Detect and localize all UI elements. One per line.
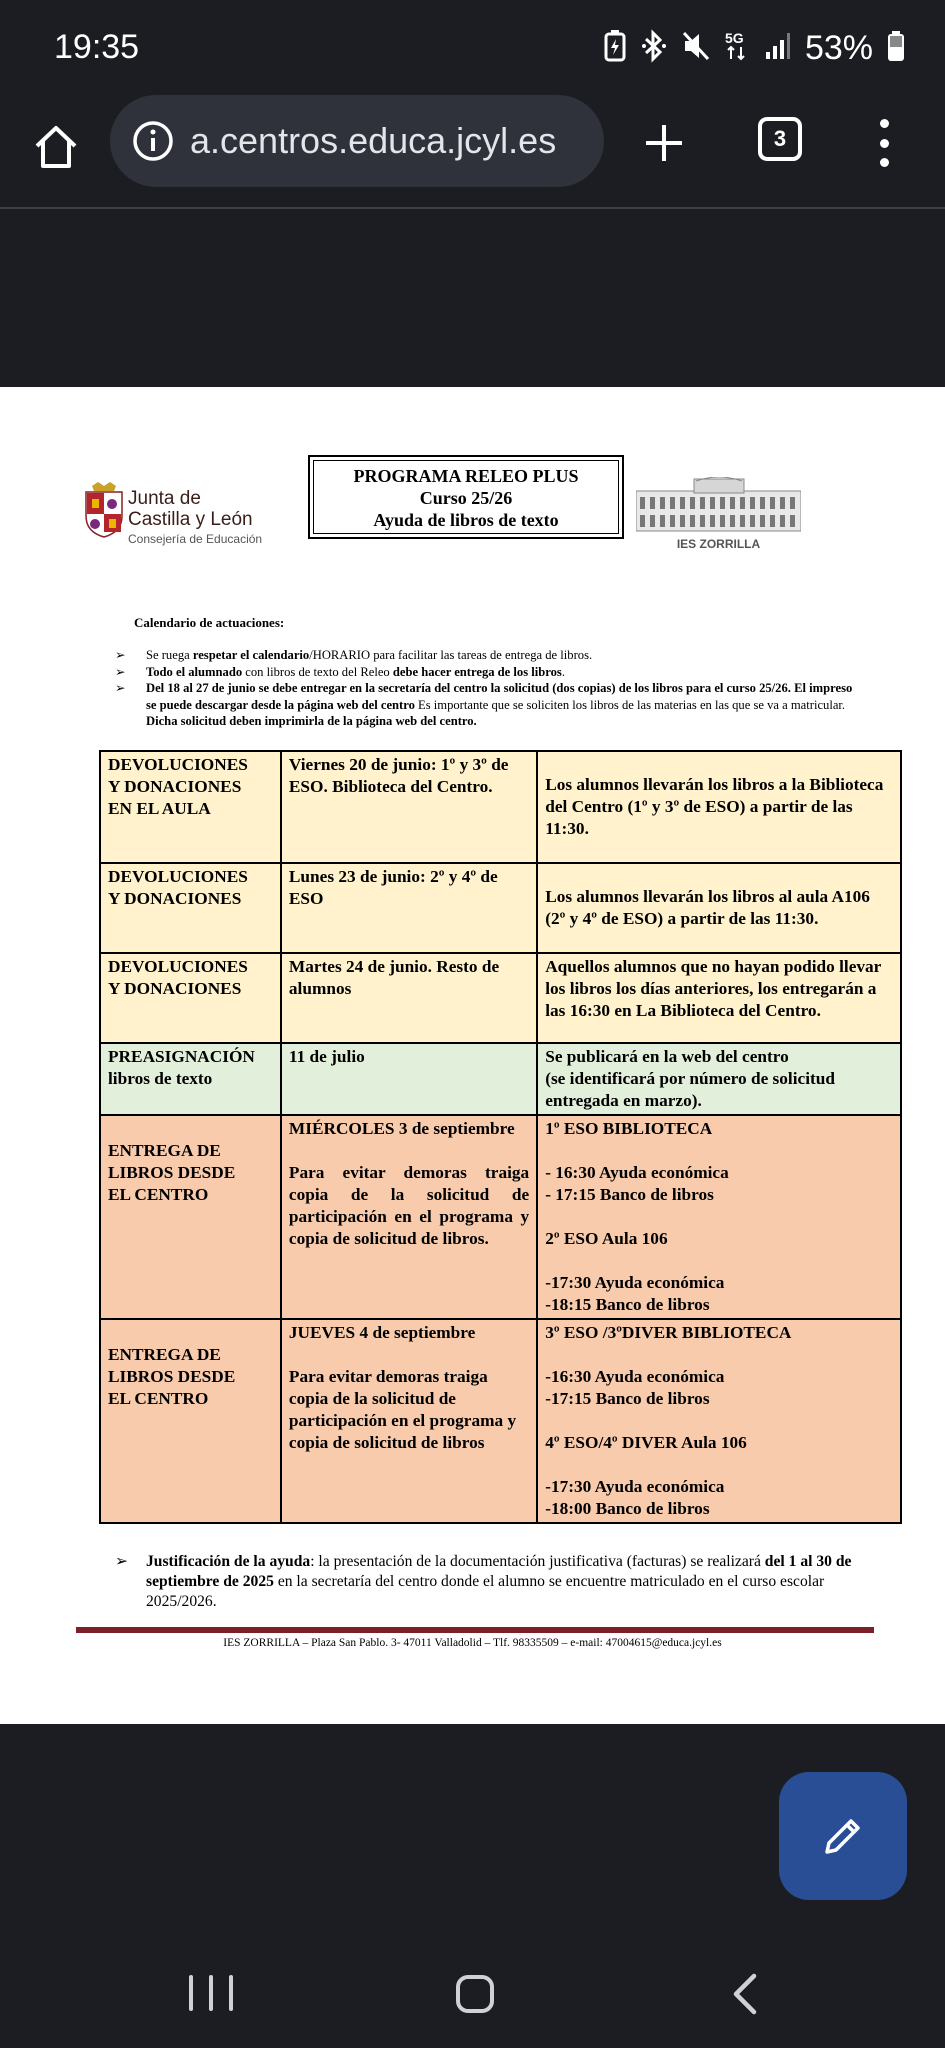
document-page[interactable] — [0, 387, 945, 1724]
battery-icon — [887, 29, 905, 68]
date-cell: Lunes 23 de junio: 2º y 4º de ESO — [288, 867, 498, 908]
table-row — [100, 953, 901, 1043]
url-text[interactable]: a.centros.educa.jcyl.es — [190, 120, 557, 161]
status-bar — [0, 0, 945, 95]
date-cell: 11 de julio — [288, 1047, 365, 1066]
note-cell: Para evitar demoras traiga copia de la solicitud de participación en el programa y copia de solicitud de libros. — [288, 1163, 530, 1248]
footer-text: IES ZORRILLA – Plaza San Pablo. 3- 47011 Valladolid – Tlf. 98335509 – e-mail: 47004615@educa.jcyl.es — [223, 1637, 722, 1649]
bullet-list — [115, 647, 865, 730]
back-button[interactable] — [726, 1972, 766, 2016]
details-cell: Se publicará en la web del centro (se identificará por número de solicitud entregada en marzo). — [545, 1047, 835, 1110]
browser-toolbar — [0, 95, 945, 207]
activity-cell: ENTREGA DE LIBROS DESDE EL CENTRO — [108, 1345, 236, 1408]
justification-note: ➢ Justificación de la ayuda: la presentación de la documentación justificativa (facturas) se realizará del 1 al 30 de septiembre de 2025 en la secretaría del centro donde el alumno se encuentre matriculado en el curso escolar 2025/2026. — [115, 1553, 852, 1610]
activity-cell: DEVOLUCIONES Y DONACIONES — [108, 867, 248, 908]
bullet-arrow-icon: ➢ — [115, 648, 126, 662]
mute-icon — [681, 29, 711, 68]
status-icons — [603, 26, 905, 70]
battery-saver-icon — [603, 29, 627, 68]
nav-home-button[interactable] — [456, 1975, 494, 2013]
table-row — [100, 751, 901, 863]
school-building-icon — [636, 477, 801, 535]
details-cell: Aquellos alumnos que no hayan podido llevar los libros los días anteriores, los entregarán a las 16:30 en La Biblioteca del Centro. — [545, 957, 882, 1020]
status-time: 19:35 — [54, 28, 140, 66]
bullet-item: ➢ Del 18 al 27 de junio se debe entregar en la secretaría del centro la solicitud (dos copias) de los libros para el curso 25/26. El impreso se puede descargar desde la página web del centro Es importante que se soliciten los libros de las materias en las que se va a matricular. Dicha solicitud deben imprimirla de la página web del centro. — [115, 681, 853, 729]
table-row — [100, 863, 901, 953]
program-title-box — [308, 455, 624, 539]
more-menu-button[interactable] — [866, 113, 902, 173]
table-row — [100, 1043, 901, 1115]
date-cell: Viernes 20 de junio: 1º y 3º de ESO. Biblioteca del Centro. — [288, 755, 509, 796]
table-row: ENTREGA DE LIBROS DESDE EL CENTRO MIÉRCOLES 3 de septiembre Para evitar demoras traiga copia de la solicitud de participación en el programa y copia de solicitud de libros. 1º ESO BIBLIOTECA - 16:30 Ayuda económica - 17:15 Banco de libros 2º ESO Aula 106 -17:30 Ayuda económica -18:15 Banco de libros — [100, 1115, 901, 1319]
jcyl-subtitle: Consejería de Educación — [128, 532, 263, 546]
address-bar[interactable] — [110, 95, 604, 187]
schedule-table — [99, 750, 902, 1524]
jcyl-name: Junta de Castilla y León — [128, 488, 253, 530]
recents-button[interactable] — [189, 1975, 233, 2011]
more-menu-icon — [880, 119, 889, 128]
calendar-title: Calendario de actuaciones: — [134, 615, 285, 630]
bluetooth-icon — [641, 29, 667, 68]
date-cell: JUEVES 4 de septiembre — [288, 1323, 476, 1342]
bullet-arrow-icon: ➢ — [115, 681, 126, 696]
activity-cell: DEVOLUCIONES Y DONACIONES — [108, 957, 248, 998]
battery-percent: 53% — [804, 28, 873, 67]
bullet-arrow-icon: ➢ — [115, 1553, 129, 1570]
bullet-item: ➢ Todo el alumnado con libros de texto del Releo debe hacer entrega de los libros. — [115, 664, 565, 679]
footer-divider — [76, 1627, 874, 1633]
bullet-item: ➢ Se ruega respetar el calendario/HORARIO para facilitar las tareas de entrega de libros. — [115, 648, 593, 662]
tab-switcher-button[interactable]: 3 — [758, 117, 802, 161]
viewer-background — [0, 209, 945, 387]
details-cell: Los alumnos llevarán los libros al aula A106 (2º y 4º de ESO) a partir de las 11:30. — [545, 887, 870, 928]
signal-icon — [765, 29, 791, 68]
program-title: PROGRAMA RELEO PLUS — [353, 466, 579, 486]
activity-cell: PREASIGNACIÓN libros de texto — [108, 1047, 255, 1088]
table-row: ENTREGA DE LIBROS DESDE EL CENTRO JUEVES 4 de septiembre Para evitar demoras traiga copia de la solicitud de participación en el programa y copia de solicitud de libros 3º ESO /3ºDIVER BIBLIOTECA -16:30 Ayuda económica -17:15 Banco de libros 4º ESO/4º DIVER Aula 106 -17:30 Ayuda económica -18:00 Banco de libros — [100, 1319, 901, 1523]
pencil-icon — [819, 1812, 867, 1860]
activity-cell: ENTREGA DE LIBROS DESDE EL CENTRO — [108, 1141, 236, 1204]
svg-text:5G: 5G — [724, 29, 744, 46]
5g-icon — [725, 29, 751, 68]
jcyl-logo — [84, 482, 284, 552]
coat-of-arms-icon — [84, 482, 124, 538]
program-subtitle: Ayuda de libros de texto — [373, 510, 559, 530]
bullet-arrow-icon: ➢ — [115, 664, 126, 679]
school-logo — [636, 477, 801, 557]
home-icon — [31, 122, 81, 172]
details-cell: Los alumnos llevarán los libros a la Biblioteca del Centro (1º y 3º de ESO) a partir de las 11:30. — [545, 775, 884, 838]
school-name: IES ZORRILLA — [676, 537, 761, 551]
note-cell: Para evitar demoras traiga copia de la solicitud de participación en el programa y copia de solicitud de libros — [288, 1367, 517, 1452]
date-cell: MIÉRCOLES 3 de septiembre — [288, 1119, 515, 1138]
recents-icon — [189, 1975, 193, 2011]
site-info-icon[interactable] — [130, 118, 176, 164]
home-button[interactable] — [24, 115, 88, 179]
new-tab-button[interactable] — [632, 111, 696, 175]
activity-cell: DEVOLUCIONES Y DONACIONES EN EL AULA — [108, 755, 248, 818]
back-icon — [726, 1972, 766, 2016]
new-tab-icon — [642, 121, 686, 165]
program-course: Curso 25/26 — [419, 488, 513, 508]
date-cell: Martes 24 de junio. Resto de alumnos — [288, 957, 500, 998]
edit-button[interactable] — [779, 1772, 907, 1900]
